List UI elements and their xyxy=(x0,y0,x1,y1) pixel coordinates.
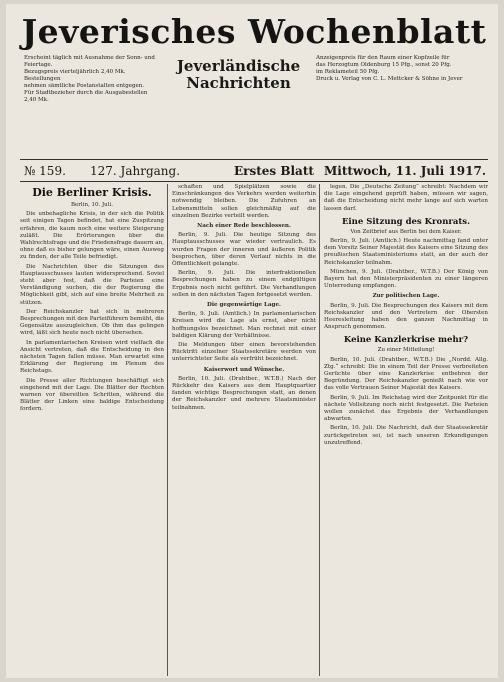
news-item: Berlin, 10. Juli. Die Nachricht, daß der Staatssekretär zurückgetreten sei, ist nach unseren Erkundigungen unzutreffend. xyxy=(324,425,488,446)
advertising-line: Druck u. Verlag von C. L. Mettcker & Söhne in Jever xyxy=(316,76,463,82)
article-paragraph: Der Reichskanzler hat sich in mehreren Besprechungen mit den Parteiführern bemüht, die Gegensätze auszugleichen. Ob ihm das gelingen wird, läßt sich heute noch nicht übersehen. xyxy=(20,308,164,337)
issue-number: № 159. xyxy=(24,164,66,178)
subscription-line: Erscheint täglich mit Ausnahme der Sonn- und Feiertage. xyxy=(24,55,155,68)
news-item: München, 9. Juli. (Drahtber., W.T.B.) Der König von Bayern hat den Ministerpräsidenten zu einer längeren Unterredung empfangen. xyxy=(324,268,488,290)
article-heading: Eine Sitzung des Kronrats. xyxy=(341,216,471,227)
section-subhead: Kaiserwort und Wünsche. xyxy=(203,366,285,373)
section-subhead: Zur politischen Lage. xyxy=(372,293,440,300)
column-divider xyxy=(319,184,320,676)
news-item: Berlin, 9. Juli. Die interfraktionellen Besprechungen haben zu einem endgültigen Ergebnis noch nicht geführt. Die Verhandlungen sollen in den nächsten Tagen fortgesetzt werden. xyxy=(172,270,316,298)
masthead-title: Jeverisches Wochenblatt xyxy=(21,12,487,51)
news-item: Berlin, 9. Juli. Die Besprechungen des Kaisers mit dem Reichskanzler und den Vertretern der Obersten Heeresleitung haben den ganzen Nachmittag in Anspruch genommen. xyxy=(324,302,488,331)
column-divider xyxy=(167,184,168,676)
header-rule-top xyxy=(20,159,488,160)
column-left xyxy=(20,184,164,676)
section-subhead: Die gegenwärtige Lage. xyxy=(207,302,281,309)
article-byline: Von Zeitbrief aus Berlin bei dem Kaiser. xyxy=(350,228,462,235)
masthead-subtitle xyxy=(166,58,311,92)
advertising-line: im Reklameteil 50 Pfg. xyxy=(316,69,380,75)
news-item: Berlin, 9. Juli. (Amtlich.) Heute nachmittag fand unter dem Vorsitz Seiner Majestät des Kaisers eine Sitzung des preußischen Staatsministeriums statt, an der auch der Reichskanzler teilnahm. xyxy=(324,238,488,266)
article-byline: Zu einer Mitteilung! xyxy=(377,347,435,354)
news-item: Berlin, 10. Juli. (Drahtber., W.T.B.) Die „Nordd. Allg. Ztg.“ schreibt: Die in einem Teil der Presse verbreiteten Gerüchte über eine Kanzlerkrise entbehren der Begründung. Der Reichskanzler genießt nach wie vor das volle Vertrauen Seiner Majestät des Kaisers. xyxy=(324,356,488,392)
advertising-line: das Herzogtum Oldenburg 15 Pfg., sonst 20 Pfg. xyxy=(316,62,452,68)
subtitle-line: Nachrichten xyxy=(186,74,291,92)
advertising-line: Anzeigenpreis für den Raum einer Kopfzeile für xyxy=(316,55,450,61)
edition-label: Erstes Blatt xyxy=(234,164,314,178)
news-item: Berlin, 10. Juli. (Drahtber., W.T.B.) Nach der Rückkehr des Kaisers aus dem Hauptquartier fanden wichtige Besprechungen statt, an denen der Reichskanzler und mehrere Staatsminister teilnahmen. xyxy=(172,375,316,411)
article-paragraph: schaften und Spielplätzen sowie die Einschränkungen des Verkehrs werden weiterhin notwendig bleiben. Die Zufuhren an Lebensmitteln sollen gleichmäßig auf die einzelnen Bezirke verteilt werden. xyxy=(172,184,316,219)
header-rule-bottom xyxy=(20,181,488,182)
subscription-info xyxy=(24,55,160,123)
column-right xyxy=(324,184,488,676)
news-item: Die Meldungen über einen bevorstehenden Rücktritt einzelner Staatssekretäre werden von unterrichteter Seite als verfrüht bezeichnet. xyxy=(172,342,316,363)
column-middle xyxy=(172,184,316,676)
article-paragraph: Die Nachrichten über die Sitzungen des Hauptausschusses lauten widersprechend. Soviel steht aber fest, daß die Parteien eine Verständigung suchen, die der Regierung die Möglichkeit gibt, sich auf eine breite Mehrheit zu stützen. xyxy=(20,263,164,306)
article-paragraph: legen. Die „Deutsche Zeitung“ schreibt: Nachdem wir die Lage eingehend geprüft haben, müssen wir sagen, daß die Entscheidung nicht mehr lange auf sich warten lassen darf. xyxy=(324,184,488,212)
news-item: Berlin, 9. Juli. Im Reichstag wird der Zeitpunkt für die nächste Vollsitzung noch nicht festgesetzt. Die Parteien wollen zunächst das Ergebnis der Verhandlungen abwarten. xyxy=(324,394,488,423)
subscription-line: Bezugspreis vierteljährlich 2,40 Mk. Bestellungen xyxy=(24,69,126,82)
article-paragraph: Die Presse aller Richtungen beschäftigt sich eingehend mit der Lage. Die Blätter der Rechten warnen vor übereilten Schritten, während die Blätter der Linken eine baldige Entscheidung fordern. xyxy=(20,377,164,413)
article-heading: Keine Kanzlerkrise mehr? xyxy=(343,335,469,346)
news-item: Berlin, 9. Juli. Die heutige Sitzung des Hauptausschusses war wieder vertraulich. Es wurden Fragen der inneren und äußeren Politik besprochen, über deren Verlauf nichts in die Öffentlichkeit gelangte. xyxy=(172,232,316,268)
news-item: Berlin, 9. Juli. (Amtlich.) In parlamentarischen Kreisen wird die Lage als ernst, aber nicht hoffnungslos bezeichnet. Man rechnet mit einer baldigen Klärung der Verhältnisse. xyxy=(172,311,316,339)
advertising-info xyxy=(316,55,488,123)
issue-date: Mittwoch, 11. Juli 1917. xyxy=(324,164,486,178)
section-subhead: Nach einer Rede beschlossen. xyxy=(197,223,291,230)
newspaper-page xyxy=(6,4,498,678)
article-byline: Berlin, 10. Juli. xyxy=(71,202,113,208)
date-bar xyxy=(20,164,488,180)
subscription-line: Für Stadtbezieher durch die Ausgabestellen 2,40 Mk. xyxy=(24,90,148,103)
article-paragraph: Die unbehagliche Krisis, in der sich die Politik seit einigen Tagen befindet, hat eine Zuspitzung erfahren, die kaum noch eine weitere Steigerung zuläßt. Die Erörterungen über die Wahlrechtsfrage und die Friedensfrage dauern an, ohne daß es bisher gelungen wäre, einen Ausweg zu finden, der alle Teile befriedigt. xyxy=(20,211,164,261)
subscription-line: nehmen sämtliche Postanstalten entgegen. xyxy=(24,83,145,89)
article-paragraph: In parlamentarischen Kreisen wird vielfach die Ansicht vertreten, daß die Entscheidung in den nächsten Tagen fallen müsse. Man erwartet eine Erklärung der Regierung im Plenum des Reichstags. xyxy=(20,339,164,375)
article-heading: Die Berliner Krisis. xyxy=(32,186,152,199)
subtitle-line: Jeverländische xyxy=(176,57,301,75)
volume-year: 127. Jahrgang. xyxy=(90,164,181,178)
